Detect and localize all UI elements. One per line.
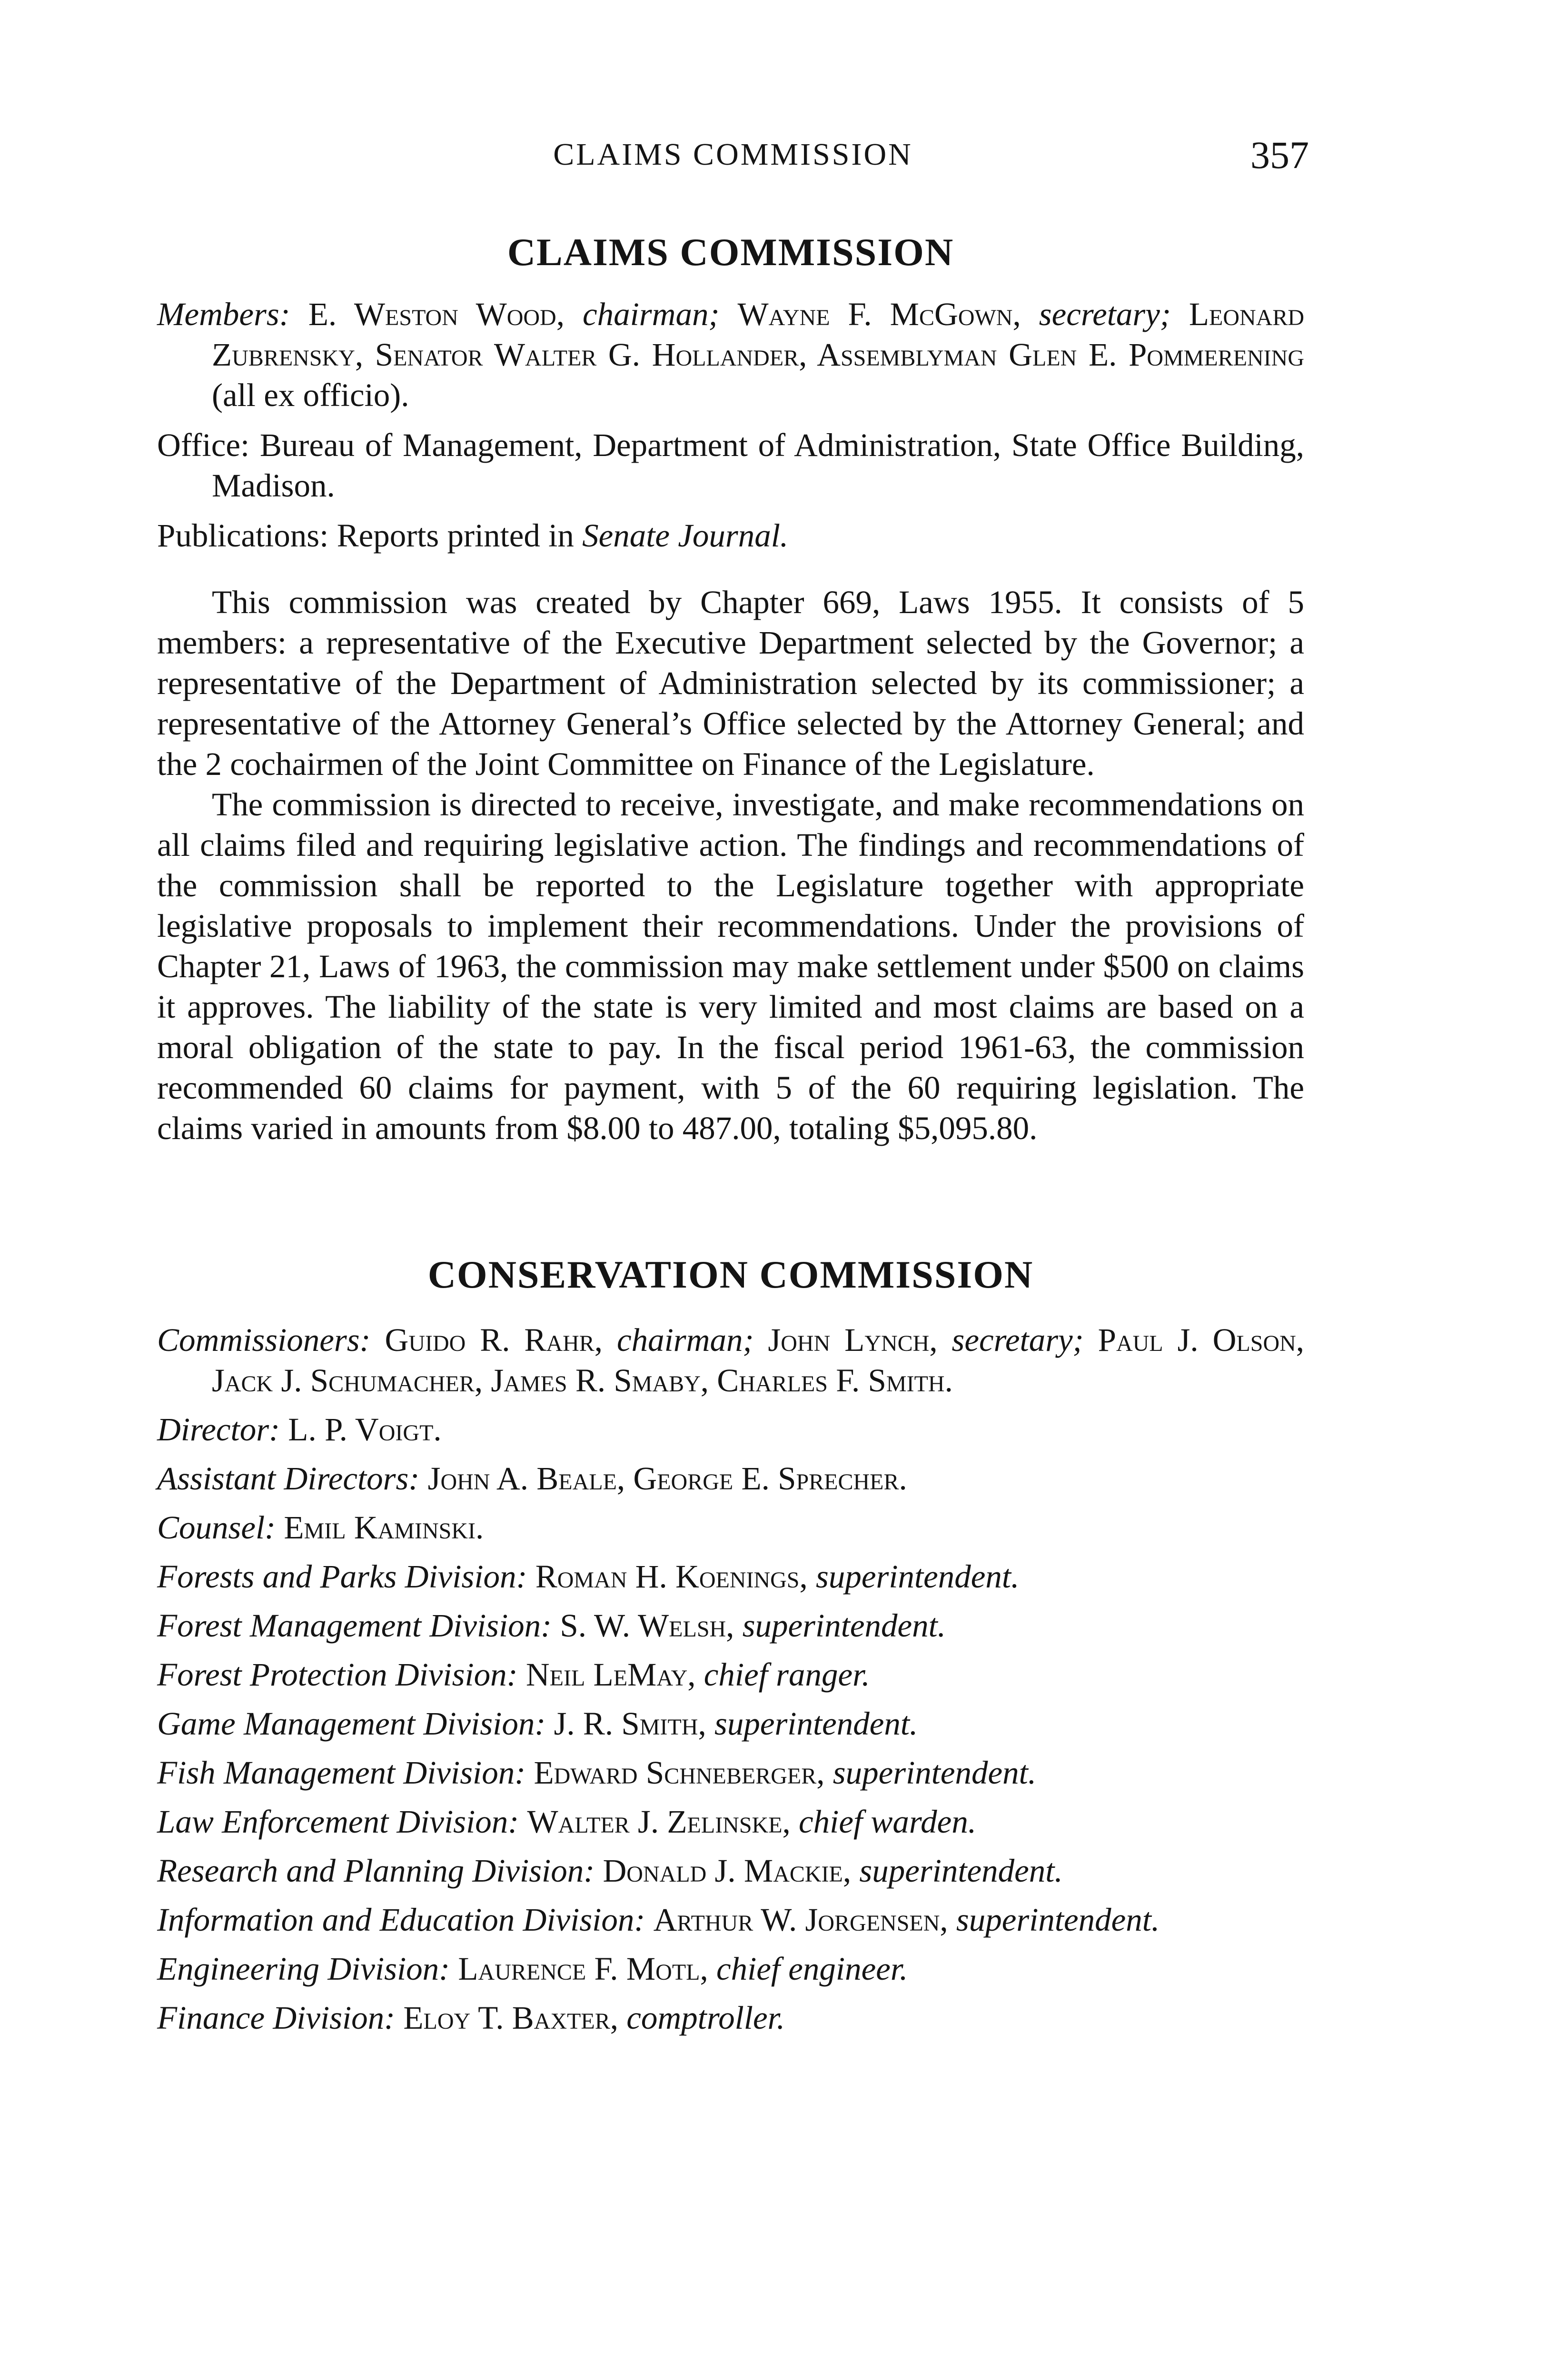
roster-role: superintendent. <box>742 1607 946 1644</box>
roster-role: superintendent. <box>956 1902 1160 1938</box>
roster-name: John A. Beale, George E. Sprecher. <box>427 1460 907 1497</box>
claims-commission-section <box>157 228 1304 1149</box>
roster-label: Finance Division: <box>157 2000 396 2036</box>
information-education-division-entry <box>157 1900 1304 1940</box>
roster-name: Emil Kaminski. <box>284 1509 484 1546</box>
roster-role: chief warden. <box>799 1804 977 1840</box>
roster-name: Roman H. Koenings, <box>535 1558 808 1595</box>
roster-name: L. P. Voigt. <box>288 1411 442 1448</box>
running-head <box>157 133 1309 188</box>
commissioner-role: secretary; <box>951 1322 1084 1358</box>
commissioners-label: Commissioners: <box>157 1322 371 1358</box>
forests-parks-division-entry <box>157 1557 1304 1597</box>
publications-journal: Senate Journal. <box>582 517 789 554</box>
roster-name: J. R. Smith, <box>554 1706 706 1742</box>
member-name: E. Weston Wood, <box>308 296 565 332</box>
commissioner-name: John Lynch, <box>768 1322 938 1358</box>
engineering-division-entry <box>157 1949 1304 1989</box>
members-entry <box>157 294 1304 416</box>
roster-role: chief engineer. <box>716 1951 908 1987</box>
roster-label: Forests and Parks Division: <box>157 1558 527 1595</box>
office-entry: Office: Bureau of Management, Department of Administration, State Office Building, Madison. <box>157 427 1304 504</box>
claims-paragraph-history: This commission was created by Chapter 669, Laws 1955. It consists of 5 members: a representative of the Executive Department selected by the Governor; a representative of the Department of Administration selected by its commissioner; a representative of the Attorney General’s Office selected by the Attorney General; and the 2 cochairmen of the Joint Committee on Finance of the Legislature. <box>157 584 1304 782</box>
counsel-entry <box>157 1507 1304 1548</box>
roster-name: Arthur W. Jorgensen, <box>653 1902 948 1938</box>
roster-label: Law Enforcement Division: <box>157 1804 519 1840</box>
roster-role: superintendent. <box>832 1755 1037 1791</box>
research-planning-division-entry <box>157 1851 1304 1891</box>
member-name: Wayne F. McGown, <box>737 296 1021 332</box>
roster-role: superintendent. <box>815 1558 1020 1595</box>
roster-label: Forest Management Division: <box>157 1607 552 1644</box>
claims-paragraph-duties: The commission is directed to receive, investigate, and make recommendations on all claims filed and requiring legislative action. The findings and recommendations of the commission shall be reported to the Legislature together with appropriate legislative proposals to implement their recommendations. Under the provisions of Chapter 21, Laws of 1963, the commission may make settlement under $500 on claims it approves. The liability of the state is very limited and most claims are based on a moral obligation of the state to pay. In the fiscal period 1961-63, the commission recommended 60 claims for payment, with 5 of the 60 requiring legislation. The claims varied in amounts from $8.00 to 487.00, totaling $5,095.80. <box>157 786 1304 1146</box>
commissioners-entry <box>157 1320 1304 1401</box>
roster-name: S. W. Welsh, <box>560 1607 734 1644</box>
commissioner-role: chairman; <box>616 1322 754 1358</box>
roster-label: Fish Management Division: <box>157 1755 526 1791</box>
roster-name: Donald J. Mackie, <box>603 1853 852 1889</box>
publications-label: Publications: Reports printed in <box>157 517 574 554</box>
forest-protection-division-entry <box>157 1655 1304 1695</box>
roster-label: Game Management Division: <box>157 1706 546 1742</box>
members-note: (all ex officio). <box>212 377 409 413</box>
assistant-directors-entry <box>157 1458 1304 1499</box>
roster-name: Edward Schneberger, <box>534 1755 825 1791</box>
roster-role: chief ranger. <box>704 1656 870 1693</box>
roster-role: superintendent. <box>859 1853 1063 1889</box>
finance-division-entry <box>157 1998 1304 2038</box>
game-management-division-entry <box>157 1704 1304 1744</box>
roster-name: Eloy T. Baxter, <box>403 2000 618 2036</box>
publications-entry <box>157 516 1304 556</box>
roster-name: Laurence F. Motl, <box>458 1951 708 1987</box>
roster-name: Neil LeMay, <box>525 1656 696 1693</box>
roster-role: comptroller. <box>626 2000 785 2036</box>
director-entry <box>157 1409 1304 1450</box>
running-title: CLAIMS COMMISSION <box>553 137 913 172</box>
roster-name: Walter J. Zelinske, <box>527 1804 791 1840</box>
member-names: Leonard Zubrensky, Senator Walter G. Hollander, Assemblyman Glen E. Pommerening <box>212 296 1305 373</box>
member-role: secretary; <box>1039 296 1171 332</box>
roster-label: Counsel: <box>157 1509 276 1546</box>
fish-management-division-entry <box>157 1753 1304 1793</box>
roster-label: Forest Protection Division: <box>157 1656 518 1693</box>
commissioner-names: Paul J. Olson, Jack J. Schumacher, James R. Smaby, Charles F. Smith. <box>212 1322 1305 1398</box>
law-enforcement-division-entry <box>157 1802 1304 1842</box>
roster-label: Engineering Division: <box>157 1951 450 1987</box>
roster-label: Assistant Directors: <box>157 1460 420 1497</box>
page-body <box>157 228 1304 2047</box>
roster-label: Director: <box>157 1411 280 1448</box>
commissioner-name: Guido R. Rahr, <box>385 1322 603 1358</box>
roster-role: superintendent. <box>714 1706 918 1742</box>
roster-label: Information and Education Division: <box>157 1902 645 1938</box>
roster-label: Research and Planning Division: <box>157 1853 595 1889</box>
conservation-commission-title: CONSERVATION COMMISSION <box>427 1253 1034 1296</box>
members-label: Members: <box>157 296 290 332</box>
page-number: 357 <box>1250 133 1309 177</box>
conservation-commission-section <box>157 1251 1304 2038</box>
claims-commission-title: CLAIMS COMMISSION <box>507 230 954 274</box>
member-role: chairman; <box>583 296 720 332</box>
forest-management-division-entry <box>157 1606 1304 1646</box>
